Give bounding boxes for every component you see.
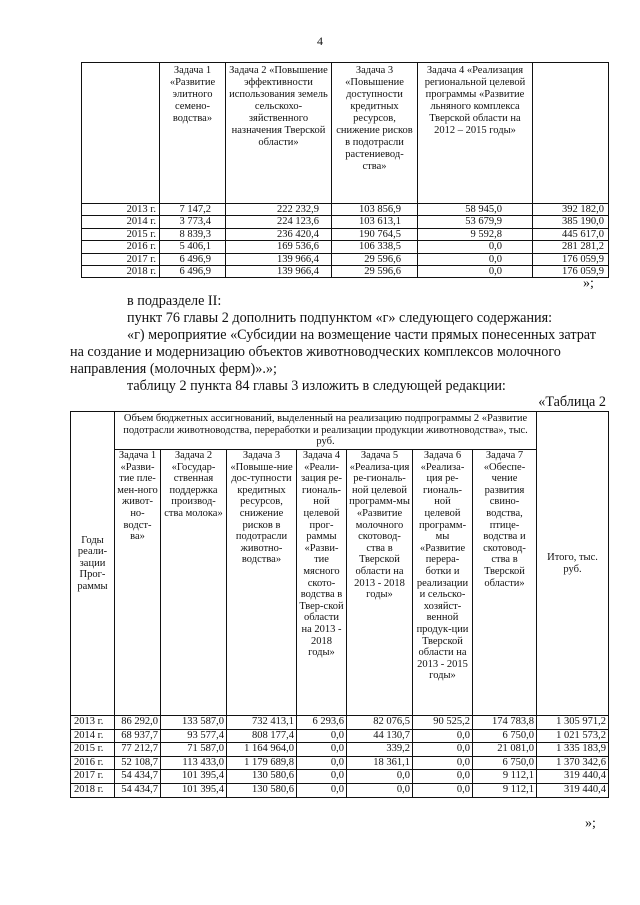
table2-cell: 86 292,0 (115, 716, 161, 730)
table2-cell: 2014 г. (71, 729, 115, 743)
table2-cell: 52 108,7 (115, 756, 161, 770)
table2-header-task5: Задача 5 «Реализа-ция ре-гиональ-ной целевой программ-мы «Развитие молочного скотовод-ства в Тверской области на 2013 - 2018 годы» (347, 450, 413, 716)
table1-header-row (82, 63, 609, 204)
table2-cell: 90 525,2 (413, 716, 473, 730)
table2-cell: 808 177,4 (227, 729, 297, 743)
table1-closing-quote: »; (583, 276, 594, 291)
table-row (82, 241, 609, 253)
table2-header-task2: Задача 2 «Государ-ственная поддержка производ-ства молока» (161, 450, 227, 716)
table2-cell: 9 112,1 (473, 783, 537, 797)
table1-header-total (533, 63, 609, 204)
table1-cell: 103 613,1 (332, 216, 418, 228)
table1-cell: 5 406,1 (160, 241, 226, 253)
table2-cell: 1 179 689,8 (227, 756, 297, 770)
table1-cell: 103 856,9 (332, 204, 418, 216)
table1-header-empty (82, 63, 160, 204)
table2-cell: 0,0 (413, 743, 473, 757)
table2-cell: 0,0 (297, 783, 347, 797)
table1-cell: 7 147,2 (160, 204, 226, 216)
table1-cell: 2015 г. (82, 228, 160, 240)
table2-cell: 101 395,4 (161, 783, 227, 797)
table1-cell: 385 190,0 (533, 216, 609, 228)
table2-header-total: Итого, тыс. руб. (537, 412, 609, 716)
page-number: 4 (317, 34, 323, 48)
table1-cell: 2014 г. (82, 216, 160, 228)
table1-cell: 53 679,9 (418, 216, 533, 228)
table-row (82, 216, 609, 228)
table1-cell: 2016 г. (82, 241, 160, 253)
table-row (71, 756, 609, 770)
table1-header-task1: Задача 1 «Развитие элитного семено-водства» (160, 63, 226, 204)
table2-cell: 0,0 (297, 756, 347, 770)
table1-header-task2: Задача 2 «Повышение эффективности использования земель сельскохо-зяйственного назначения Тверской области» (226, 63, 332, 204)
table1-cell: 0,0 (418, 241, 533, 253)
table-row (71, 770, 609, 784)
table2-cell: 130 580,6 (227, 783, 297, 797)
table2-cell: 6 750,0 (473, 756, 537, 770)
table2-cell: 9 112,1 (473, 770, 537, 784)
budget-table-subprogram-1 (81, 62, 609, 278)
table2-header-span: Объем бюджетных ассигнований, выделенный на реализацию подпрограммы 2 «Развитие подотрасли животноводства, переработки и реализации продукции животноводства», тыс. руб. (115, 412, 537, 450)
table2-cell: 732 413,1 (227, 716, 297, 730)
table1-cell: 236 420,4 (226, 228, 332, 240)
table2-cell: 174 783,8 (473, 716, 537, 730)
table1-cell: 0,0 (418, 253, 533, 265)
table2-header-task6: Задача 6 «Реализа-ция ре-гиональ-ной целевой программ-мы «Развитие перера-ботки и реализации и сельско-хозяйст-венной продук-ции Тверской области на 2013 - 2015 годы» (413, 450, 473, 716)
paragraph-item76: пункт 76 главы 2 дополнить подпунктом «г» следующего содержания: (127, 310, 553, 326)
table2-label: «Таблица 2 (538, 394, 606, 410)
table1-cell: 29 596,6 (332, 265, 418, 277)
table2-cell: 113 433,0 (161, 756, 227, 770)
table1-cell: 445 617,0 (533, 228, 609, 240)
table2-cell: 18 361,1 (347, 756, 413, 770)
table2-cell: 130 580,6 (227, 770, 297, 784)
table2-cell: 6 750,0 (473, 729, 537, 743)
paragraph-measure-g: «г) мероприятие «Субсидии на возмещение части прямых понесенных затрат на создание и модернизацию объектов животноводческих комплексов молочного направления (молочных ферм)».»; (70, 327, 596, 377)
table1-header-task4: Задача 4 «Реализация региональной целевой программы «Развитие льняного комплекса Тверской области на 2012 – 2015 годы» (418, 63, 533, 204)
budget-table-subprogram-2 (70, 411, 609, 798)
table1-cell: 29 596,6 (332, 253, 418, 265)
table1-cell: 58 945,0 (418, 204, 533, 216)
table1-cell: 169 536,6 (226, 241, 332, 253)
table2-cell: 319 440,4 (537, 770, 609, 784)
table2-header-task1: Задача 1 «Разви-тие пле-мен-ного живот-но-водст-ва» (115, 450, 161, 716)
table1-cell: 2017 г. (82, 253, 160, 265)
paragraph-table2-intro: таблицу 2 пункта 84 главы 3 изложить в следующей редакции: (127, 378, 506, 394)
paragraph-subsection: в подразделе II: (127, 293, 222, 309)
table-row (82, 204, 609, 216)
table2-cell: 339,2 (347, 743, 413, 757)
table2-closing-quote: »; (585, 816, 596, 831)
table2-cell: 1 370 342,6 (537, 756, 609, 770)
table2-cell: 0,0 (297, 729, 347, 743)
table1-cell: 190 764,5 (332, 228, 418, 240)
table1-cell: 9 592,8 (418, 228, 533, 240)
table1-cell: 281 281,2 (533, 241, 609, 253)
table-row (71, 743, 609, 757)
table2-cell: 0,0 (347, 783, 413, 797)
table2-cell: 1 164 964,0 (227, 743, 297, 757)
table2-cell: 6 293,6 (297, 716, 347, 730)
table2-cell: 21 081,0 (473, 743, 537, 757)
table2-cell: 0,0 (413, 756, 473, 770)
table1-header-task3: Задача 3 «Повышение доступности кредитных ресурсов, снижение рисков в подотрасли растениевод-ства» (332, 63, 418, 204)
table2-cell: 0,0 (297, 770, 347, 784)
table1-cell: 224 123,6 (226, 216, 332, 228)
table1-cell: 392 182,0 (533, 204, 609, 216)
table2-header-task3: Задача 3 «Повыше-ние дос-тупности кредитных ресурсов, снижение рисков в подотрасли животно-водства» (227, 450, 297, 716)
table2-cell: 44 130,7 (347, 729, 413, 743)
table2-cell: 77 212,7 (115, 743, 161, 757)
table2-cell: 2018 г. (71, 783, 115, 797)
table1-cell: 222 232,9 (226, 204, 332, 216)
table2-cell: 2016 г. (71, 756, 115, 770)
table2-header-years: Годы реали-зации Прог-раммы (71, 412, 115, 716)
table2-cell: 2013 г. (71, 716, 115, 730)
table2-cell: 0,0 (347, 770, 413, 784)
table1-cell: 3 773,4 (160, 216, 226, 228)
table2-cell: 54 434,7 (115, 783, 161, 797)
table2-cell: 101 395,4 (161, 770, 227, 784)
table1-cell: 6 496,9 (160, 253, 226, 265)
table2-cell: 0,0 (413, 770, 473, 784)
table-row (71, 729, 609, 743)
table2-header-task7: Задача 7 «Обеспе-чение развития свино-водства, птице-водства и скотовод-ства в Тверской области» (473, 450, 537, 716)
table2-cell: 1 335 183,9 (537, 743, 609, 757)
table1-cell: 8 839,3 (160, 228, 226, 240)
table2-header-row-1 (71, 412, 609, 450)
table1-cell: 176 059,9 (533, 253, 609, 265)
table-row (82, 265, 609, 277)
table2-cell: 93 577,4 (161, 729, 227, 743)
table2-cell: 68 937,7 (115, 729, 161, 743)
table-row (82, 253, 609, 265)
table2-cell: 71 587,0 (161, 743, 227, 757)
table1-cell: 106 338,5 (332, 241, 418, 253)
table-row (71, 783, 609, 797)
table1-cell: 6 496,9 (160, 265, 226, 277)
table1-cell: 139 966,4 (226, 253, 332, 265)
table2-cell: 0,0 (413, 729, 473, 743)
table2-cell: 1 021 573,2 (537, 729, 609, 743)
table2-cell: 82 076,5 (347, 716, 413, 730)
table-row (71, 716, 609, 730)
table2-cell: 1 305 971,2 (537, 716, 609, 730)
table2-cell: 2015 г. (71, 743, 115, 757)
table1-cell: 0,0 (418, 265, 533, 277)
table2-cell: 0,0 (413, 783, 473, 797)
table2-cell: 2017 г. (71, 770, 115, 784)
table2-cell: 54 434,7 (115, 770, 161, 784)
table1-cell: 139 966,4 (226, 265, 332, 277)
table2-cell: 319 440,4 (537, 783, 609, 797)
table-row (82, 228, 609, 240)
table1-cell: 2013 г. (82, 204, 160, 216)
table2-header-task4: Задача 4 «Реали-зация ре-гиональ-ной целевой прог-раммы «Разви-тие мясного ското-водства в Твер-ской области на 2013 - 2018 годы» (297, 450, 347, 716)
table2-cell: 133 587,0 (161, 716, 227, 730)
table2-cell: 0,0 (297, 743, 347, 757)
table1-cell: 2018 г. (82, 265, 160, 277)
table1-cell: 176 059,9 (533, 265, 609, 277)
table2-header-row-2 (71, 450, 609, 716)
